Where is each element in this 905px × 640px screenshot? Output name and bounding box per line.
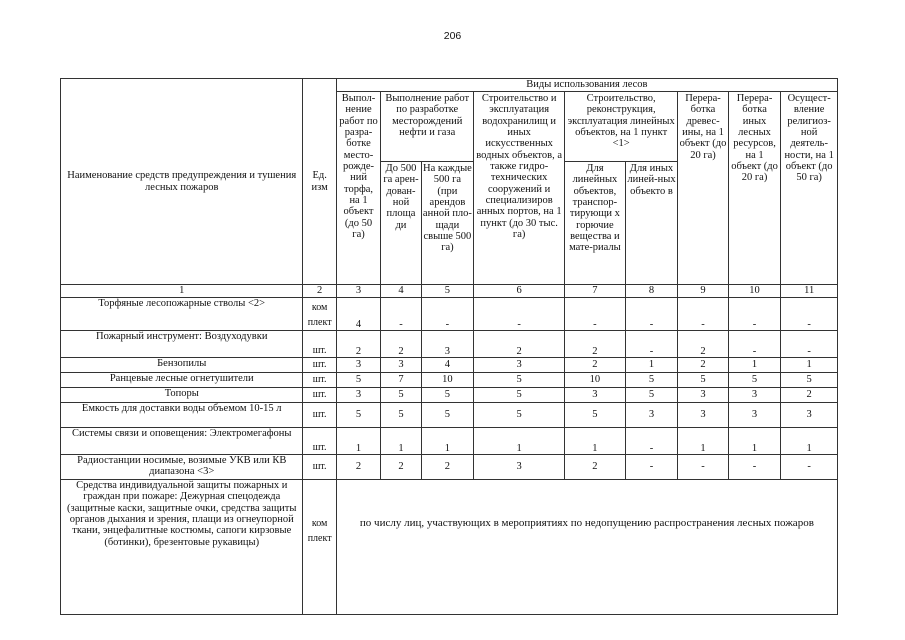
column-number: 3 (336, 285, 380, 298)
header-unit: Ед. изм (303, 79, 336, 285)
page-number: 206 (443, 30, 462, 42)
row-unit: шт. (303, 358, 336, 373)
table-cell: - (728, 298, 781, 331)
table-cell: 1 (625, 358, 678, 373)
table-cell: 3 (625, 403, 678, 428)
table-cell: 5 (625, 388, 678, 403)
table-row (61, 298, 838, 331)
table-cell: 5 (678, 373, 729, 388)
row-unit: шт. (303, 403, 336, 428)
table-cell: 2 (781, 388, 838, 403)
row-unit: шт. (303, 331, 336, 358)
header-col-9: Перера-ботка древес-ины, на 1 объект (до 20 га) (678, 92, 729, 285)
header-col-5: На каждые 500 га (при арендов анной пло-щади свыше 500 га) (421, 162, 474, 285)
row-name: Топоры (61, 388, 303, 403)
table-cell: 2 (565, 455, 626, 480)
table-cell: - (728, 331, 781, 358)
table-cell: 2 (678, 358, 729, 373)
table-cell: 7 (381, 373, 421, 388)
column-number: 11 (781, 285, 838, 298)
table-cell: 4 (421, 358, 474, 373)
header-row-1 (61, 79, 838, 92)
header-col-4: До 500 га арен-дован-ной площа ди (381, 162, 421, 285)
column-number: 8 (625, 285, 678, 298)
table-cell: - (625, 428, 678, 455)
header-name: Наименование средств предупреждения и тушения лесных пожаров (61, 79, 303, 285)
table-row (61, 480, 838, 615)
table-cell: 1 (678, 428, 729, 455)
table-cell: - (381, 298, 421, 331)
table-cell: 3 (565, 388, 626, 403)
row-unit: шт. (303, 373, 336, 388)
header-linear-group: Строительство, реконструкция, эксплуатация линейных объектов, на 1 пункт <1> (565, 92, 678, 162)
table-cell: 3 (336, 358, 380, 373)
table-cell: 3 (678, 403, 729, 428)
table-cell: 10 (565, 373, 626, 388)
table-cell: 1 (336, 428, 380, 455)
table-cell: 2 (565, 331, 626, 358)
table-cell: 1 (781, 358, 838, 373)
row-unit: шт. (303, 388, 336, 403)
column-number: 5 (421, 285, 474, 298)
row-name: Емкость для доставки воды объемом 10-15 л (61, 403, 303, 428)
row-unit: ком плект (303, 298, 336, 331)
column-number: 4 (381, 285, 421, 298)
table-cell: 1 (781, 428, 838, 455)
row-name: Радиостанции носимые, возимые УКВ или КВ диапазона <3> (61, 455, 303, 480)
table-cell: 1 (728, 358, 781, 373)
header-group-forest-use: Виды использования лесов (336, 79, 837, 92)
table-row (61, 373, 838, 388)
table-cell: - (678, 455, 729, 480)
table-cell: 3 (474, 358, 565, 373)
header-oil-gas-group: Выполнение работ по разработке месторождений нефти и газа (381, 92, 474, 162)
table-row (61, 358, 838, 373)
row-name: Средства индивидуальной защиты пожарных и граждан при пожаре: Дежурная спецодежда (защитные каски, защитные очки, средства защиты органов дыхания и зрения, плащи из огнеупорной ткани, энцефалитные костюмы, сапоги кирзовые (ботинки), брезентовые рукавицы) (61, 480, 303, 615)
header-col-6: Строительство и эксплуатация водохранилищ и иных искусственных водных объектов, а также гидро-технических сооружений и специализиров анных портов, на 1 пункт (до 30 тыс. га) (474, 92, 565, 285)
column-number: 1 (61, 285, 303, 298)
table-cell: 5 (381, 403, 421, 428)
table-cell: 1 (381, 428, 421, 455)
table-cell: - (421, 298, 474, 331)
table-cell: 3 (474, 455, 565, 480)
column-number: 9 (678, 285, 729, 298)
table-cell: 5 (421, 403, 474, 428)
row-name: Бензопилы (61, 358, 303, 373)
table-cell: 5 (474, 388, 565, 403)
column-number: 6 (474, 285, 565, 298)
row-name: Ранцевые лесные огнетушители (61, 373, 303, 388)
table-cell: 3 (781, 403, 838, 428)
table-cell: 5 (336, 373, 380, 388)
table-cell: - (565, 298, 626, 331)
table-row (61, 403, 838, 428)
table-cell: - (678, 298, 729, 331)
header-col-11: Осущест-вление религиоз-ной деятель-ности, на 1 объект (до 50 га) (781, 92, 838, 285)
table-row (61, 388, 838, 403)
table-cell: 5 (728, 373, 781, 388)
table-cell: 2 (381, 331, 421, 358)
table-cell: - (625, 455, 678, 480)
table-cell: 5 (474, 373, 565, 388)
table-cell: 5 (421, 388, 474, 403)
table-cell: 3 (421, 331, 474, 358)
column-number-row (61, 285, 838, 298)
table-cell: 1 (474, 428, 565, 455)
row-unit: шт. (303, 455, 336, 480)
table-cell: 4 (336, 298, 380, 331)
table-cell: 2 (381, 455, 421, 480)
table-cell: 3 (728, 403, 781, 428)
header-col-3: Выпол-нение работ по разра-ботке место-рожде-ний торфа, на 1 объект (до 50 га) (336, 92, 380, 285)
table-cell: 2 (474, 331, 565, 358)
row-unit: шт. (303, 428, 336, 455)
table-cell: 3 (728, 388, 781, 403)
table-row (61, 428, 838, 455)
row-name: Пожарный инструмент: Воздуходувки (61, 331, 303, 358)
table-row (61, 331, 838, 358)
table-cell: 1 (421, 428, 474, 455)
table-cell: - (625, 298, 678, 331)
table-cell: 1 (565, 428, 626, 455)
table-cell: 2 (421, 455, 474, 480)
table-cell: 2 (565, 358, 626, 373)
table-cell: 5 (381, 388, 421, 403)
table-cell: - (781, 331, 838, 358)
row-name: Системы связи и оповещения: Электромегафоны (61, 428, 303, 455)
column-number: 10 (728, 285, 781, 298)
table-cell: - (625, 331, 678, 358)
table-cell: 3 (336, 388, 380, 403)
table-cell: 1 (728, 428, 781, 455)
table-cell: - (781, 455, 838, 480)
table-cell: 2 (336, 455, 380, 480)
column-number: 2 (303, 285, 336, 298)
table-row (61, 455, 838, 480)
header-col-8: Для иных линей-ных объекто в (625, 162, 678, 285)
table-cell: 2 (678, 331, 729, 358)
row-name: Торфяные лесопожарные стволы <2> (61, 298, 303, 331)
table-cell: 5 (336, 403, 380, 428)
table-cell: 2 (336, 331, 380, 358)
table-cell: - (781, 298, 838, 331)
table-cell: 5 (565, 403, 626, 428)
table-cell: 3 (678, 388, 729, 403)
table-cell: 5 (474, 403, 565, 428)
table-cell: - (474, 298, 565, 331)
table-cell: 10 (421, 373, 474, 388)
row-unit: ком плект (303, 480, 336, 615)
fire-equipment-table (60, 78, 838, 615)
table-cell: 5 (781, 373, 838, 388)
table-cell: 5 (625, 373, 678, 388)
row-note: по числу лиц, участвующих в мероприятиях по недопущению распространения лесных пожаров (336, 480, 837, 615)
table-cell: - (728, 455, 781, 480)
column-number: 7 (565, 285, 626, 298)
header-col-7: Для линейных объектов, транспор-тирующи х горючие вещества и мате-риалы (565, 162, 626, 285)
header-col-10: Перера-ботка иных лесных ресурсов, на 1 объект (до 20 га) (728, 92, 781, 285)
table-cell: 3 (381, 358, 421, 373)
